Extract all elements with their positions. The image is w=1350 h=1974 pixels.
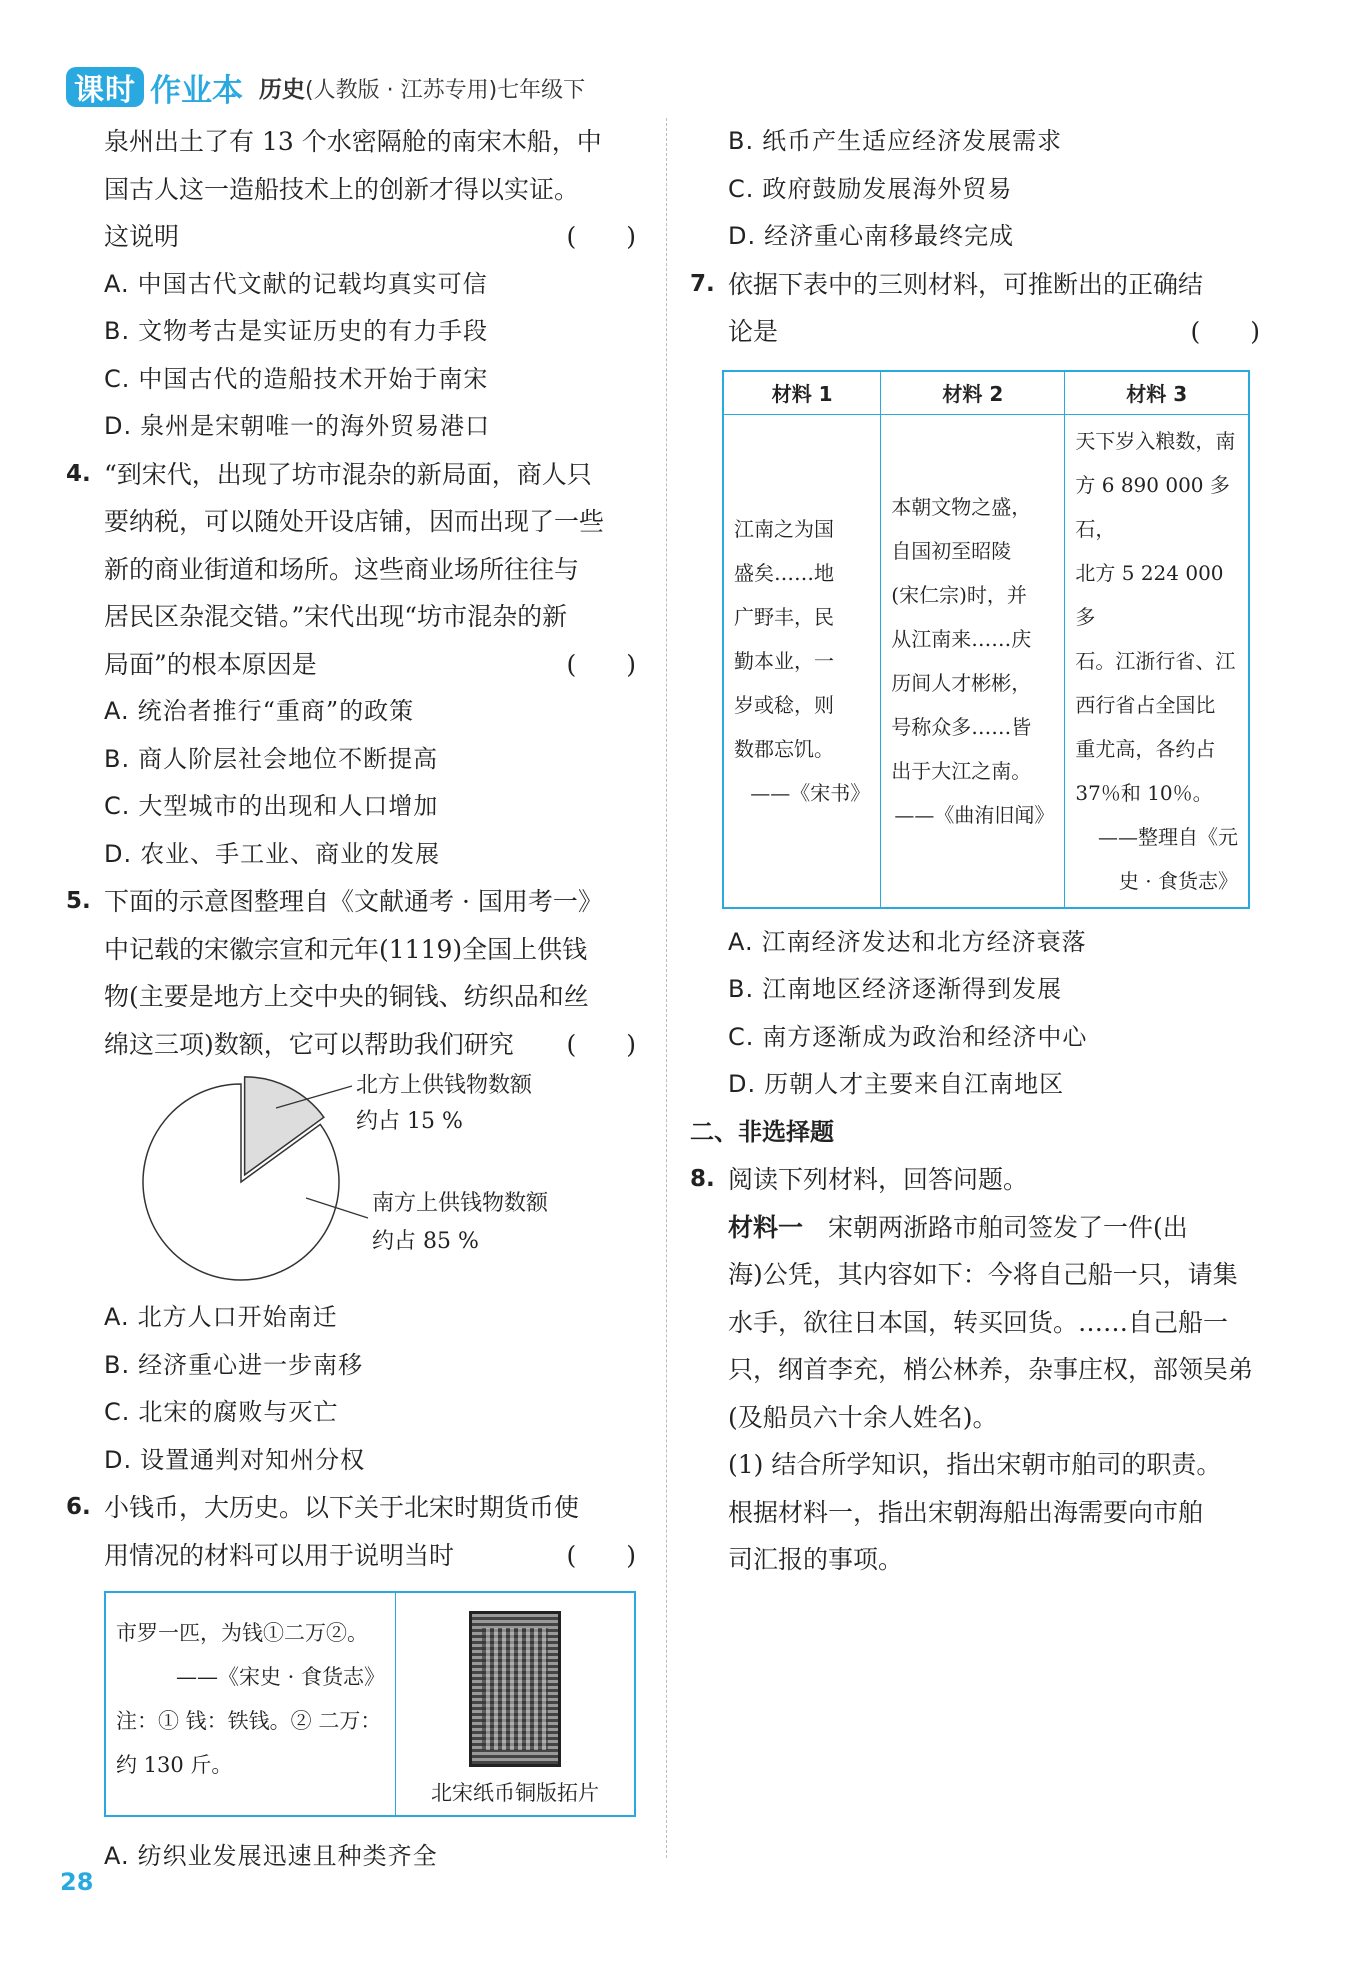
q4-line-4: 居民区杂混交错。”宋代出现“坊市混杂的新: [104, 602, 568, 631]
option-text: 江南地区经济逐渐得到发展: [762, 975, 1063, 1003]
q5-line-2: 中记载的宋徽宗宣和元年(1119)全国上供钱: [104, 934, 588, 964]
q8-material-line-1: [690, 1204, 1268, 1252]
logo-text: 作业本: [150, 72, 243, 109]
option-letter: C.: [728, 1022, 755, 1051]
option-letter: D.: [104, 839, 133, 868]
pie-label-north-1: 北方上供钱物数额: [356, 1073, 533, 1098]
q5-answer-paren: ( ): [566, 1029, 636, 1059]
option-text: 北方人口开始南迁: [137, 1303, 338, 1331]
cell-line: 37％和 10％。: [1075, 780, 1213, 805]
option-letter: A.: [104, 1842, 130, 1870]
q7-option-c[interactable]: [690, 1014, 1268, 1062]
option-letter: D.: [728, 222, 757, 250]
option-text: 农业、手工业、商业的发展: [140, 839, 441, 868]
q6-line-1: [66, 1484, 644, 1532]
question-5: [66, 878, 644, 1484]
table-cell-material-2: [881, 414, 1065, 908]
q5-option-d[interactable]: [66, 1437, 644, 1485]
q3-option-b[interactable]: [66, 308, 644, 356]
option-text: 纺织业发展迅速且种类齐全: [137, 1842, 438, 1870]
cell-line: (宋仁宗)时，并: [891, 582, 1027, 607]
option-letter: B.: [104, 744, 131, 773]
option-text: 中国古代文献的记载均真实可信: [137, 269, 488, 298]
q6-box-text: [106, 1593, 396, 1815]
option-text: 经济重心南移最终完成: [764, 222, 1015, 250]
cell-line: 天下岁入粮数，南: [1075, 428, 1236, 453]
q5-line-4-text: 绵这三项)数额，它可以帮助我们研究: [104, 1029, 514, 1059]
q5-line-4: [66, 1021, 644, 1069]
option-letter: B.: [728, 127, 755, 155]
banknote-rubbing-image: [469, 1611, 561, 1767]
option-letter: C.: [104, 792, 131, 820]
table-header-2: 材料 2: [881, 371, 1065, 415]
q6-box-line-2: ——《宋史 · 食货志》: [175, 1665, 385, 1689]
table-header-1: 材料 1: [723, 371, 881, 415]
q5-line-3: 物(主要是地方上交中央的铜钱、纺织品和丝: [104, 982, 589, 1011]
q3-option-d[interactable]: [66, 403, 644, 451]
table-header-row: [723, 371, 1249, 415]
q4-option-d[interactable]: [66, 831, 644, 879]
right-column: [690, 118, 1268, 1584]
cell-line: 盛矣……地: [734, 560, 834, 585]
q8-number: 8.: [690, 1166, 715, 1192]
cell-line: 自国初至昭陵: [891, 538, 1012, 563]
cell-line: 北方 5 224 000 多: [1075, 560, 1224, 629]
q8-material-line-5: (及船员六十余人姓名)。: [728, 1402, 998, 1432]
q8-sub-line-2: 根据材料一，指出宋朝海船出海需要向市舶: [728, 1497, 1204, 1527]
question-6: [66, 1484, 644, 1881]
q6-option-c[interactable]: [690, 166, 1268, 214]
question-8: [690, 1156, 1268, 1584]
subject-label: [259, 71, 585, 104]
option-letter: C.: [728, 174, 755, 203]
cell-line: 数郡忘饥。: [734, 736, 834, 761]
q3-option-c[interactable]: [66, 356, 644, 404]
option-letter: A.: [104, 269, 130, 298]
q6-option-d[interactable]: [690, 213, 1268, 261]
cell-line: 石。江浙行省、江: [1075, 648, 1236, 673]
section-heading: 二、非选择题: [690, 1117, 834, 1146]
option-letter: D.: [728, 1070, 757, 1098]
table-row: [723, 414, 1249, 908]
q8-material-line-4: 只，纲首李充，梢公林养，杂事庄权，部领吴弟: [728, 1355, 1254, 1384]
q3-line-2: 国古人这一造船技术上的创新才得以实证。: [104, 174, 580, 204]
q8-intro-text: 阅读下列材料，回答问题。: [728, 1165, 1029, 1194]
q7-option-d[interactable]: [690, 1061, 1268, 1109]
q6-box-line-3: 注：① 钱：铁钱。② 二万：: [116, 1709, 382, 1733]
question-3: [66, 118, 644, 451]
cell-line: 勤本业，一: [734, 648, 834, 673]
page-header: [66, 66, 585, 108]
cell-line: 历间人才彬彬，: [891, 670, 1032, 695]
q4-line-5: [66, 641, 644, 689]
q7-line-2-text: 论是: [728, 317, 779, 346]
material-first-text: 宋朝两浙路市舶司签发了一件(出: [803, 1212, 1188, 1242]
option-text: 江南经济发达和北方经济衰落: [761, 927, 1087, 956]
q8-sub-line-3: 司汇报的事项。: [728, 1545, 904, 1574]
option-text: 历朝人才主要来自江南地区: [764, 1070, 1065, 1098]
q7-number: 7.: [690, 270, 715, 297]
q4-line-1: [66, 451, 644, 499]
q6-answer-paren: ( ): [566, 1540, 636, 1570]
table-header-3: 材料 3: [1065, 371, 1249, 415]
option-letter: B.: [728, 975, 755, 1003]
q4-number: 4.: [66, 460, 91, 487]
q4-line-3: 新的商业街道和场所。这些商业场所往往与: [104, 554, 580, 584]
cell-line: 广野丰，民: [734, 604, 834, 629]
question-7: [690, 261, 1268, 1109]
option-text: 统治者推行“重商”的政策: [137, 697, 415, 725]
q4-option-a[interactable]: [66, 688, 644, 736]
q4-option-c[interactable]: [66, 783, 644, 831]
q6-option-a[interactable]: [66, 1833, 644, 1881]
q7-line-1: [690, 261, 1268, 309]
option-text: 文物考古是实证历史的有力手段: [138, 317, 489, 345]
option-letter: B.: [104, 1350, 131, 1379]
q4-line-5-text: 局面”的根本原因是: [104, 649, 317, 679]
q5-option-b[interactable]: [66, 1342, 644, 1390]
q5-number: 5.: [66, 888, 91, 914]
pie-label-south-1: 南方上供钱物数额: [372, 1191, 549, 1216]
q5-option-c[interactable]: [66, 1389, 644, 1437]
q4-line-1-text: “到宋代，出现了坊市混杂的新局面，商人只: [104, 459, 592, 489]
cell-line: 西行省占全国比: [1075, 692, 1216, 717]
q4-option-b[interactable]: [66, 736, 644, 784]
option-text: 南方逐渐成为政治和经济中心: [762, 1022, 1088, 1051]
pie-chart: [66, 1068, 644, 1294]
option-letter: B.: [104, 317, 131, 345]
q6-box-image: [396, 1593, 634, 1815]
column-divider: [666, 118, 667, 1858]
option-letter: C.: [104, 364, 131, 393]
cell-line: 从江南来……庆: [891, 626, 1032, 651]
q6-line-1-text: 小钱币，大历史。以下关于北宋时期货币使: [104, 1493, 580, 1522]
q8-intro: [690, 1156, 1268, 1204]
option-letter: D.: [104, 412, 133, 440]
q5-line-1: [66, 878, 644, 926]
option-text: 设置通判对知州分权: [140, 1445, 366, 1474]
q7-line-1-text: 依据下表中的三则材料，可推断出的正确结: [728, 269, 1204, 299]
q3-option-a[interactable]: [66, 261, 644, 309]
option-text: 商人阶层社会地位不断提高: [138, 744, 439, 773]
option-text: 纸币产生适应经济发展需求: [762, 127, 1063, 155]
option-text: 政府鼓励发展海外贸易: [762, 174, 1013, 203]
q6-line-2: [66, 1532, 644, 1580]
cell-line: 本朝文物之盛，: [891, 494, 1032, 519]
q7-option-b[interactable]: [690, 966, 1268, 1014]
q6-material-box: [104, 1591, 636, 1817]
option-text: 泉州是宋朝唯一的海外贸易港口: [140, 412, 491, 440]
q3-line-1: 泉州出土了有 13 个水密隔舱的南宋木船，中: [104, 127, 602, 156]
rubbing-caption: 北宋纸币铜版拓片: [431, 1781, 599, 1805]
cell-line: 方 6 890 000 多石，: [1075, 472, 1230, 541]
option-text: 中国古代的造船技术开始于南宋: [138, 364, 489, 393]
table-cell-material-3: [1065, 414, 1249, 908]
option-text: 北宋的腐败与灭亡: [138, 1398, 339, 1426]
cell-source: ——《曲洧旧闻》: [894, 802, 1055, 827]
q7-line-2: [690, 308, 1268, 356]
cell-source: ——《宋书》: [750, 780, 871, 805]
table-cell-material-1: [723, 414, 881, 908]
left-column: [66, 118, 644, 1881]
logo-badge: 课时: [66, 67, 144, 107]
option-text: 大型城市的出现和人口增加: [138, 792, 439, 820]
cell-line: 岁或稔，则: [734, 692, 834, 717]
cell-line: 号称众多……皆: [891, 714, 1032, 739]
q3-answer-paren: ( ): [566, 222, 636, 251]
cell-source: 史 · 食货志》: [1118, 868, 1238, 893]
q6-option-b[interactable]: [690, 118, 1268, 166]
q8-sub-line-1: (1) 结合所学知识，指出宋朝市舶司的职责。: [728, 1450, 1222, 1479]
option-text: 经济重心进一步南移: [138, 1350, 364, 1379]
cell-line: 重尤高，各约占: [1075, 736, 1216, 761]
option-letter: C.: [104, 1398, 131, 1426]
option-letter: A.: [728, 927, 754, 956]
material-title: 材料一: [728, 1212, 804, 1242]
pie-label-south-2: 约占 85 %: [372, 1229, 479, 1254]
q8-material-line-3: 水手，欲往日本国，转买回货。……自己船一: [728, 1307, 1229, 1337]
q6-box-line-1: 市罗一匹，为钱①二万②。: [116, 1621, 368, 1645]
option-letter: A.: [104, 697, 130, 725]
q7-answer-paren: ( ): [1190, 317, 1260, 346]
q6-number: 6.: [66, 1494, 91, 1520]
subject-rest: (人教版 · 江苏专用)七年级下: [305, 77, 586, 103]
question-4: [66, 451, 644, 879]
cell-line: 出于大江之南。: [891, 758, 1032, 783]
q5-option-a[interactable]: [66, 1294, 644, 1342]
subject-bold: 历史: [259, 76, 305, 103]
q5-line-1-text: 下面的示意图整理自《文献通考 · 国用考一》: [104, 887, 603, 916]
option-letter: D.: [104, 1445, 133, 1474]
q7-material-table: [722, 370, 1250, 909]
q4-answer-paren: ( ): [566, 649, 636, 679]
q6-box-line-4: 约 130 斤。: [116, 1753, 233, 1777]
q3-line-3-text: 这说明: [104, 222, 180, 251]
cell-source: ——整理自《元: [1098, 824, 1238, 849]
pie-label-north-2: 约占 15 %: [356, 1109, 463, 1134]
option-letter: A.: [104, 1303, 130, 1331]
cell-line: 江南之为国: [734, 516, 834, 541]
q3-line-3: [66, 213, 644, 261]
page-number: 28: [60, 1868, 94, 1896]
q7-option-a[interactable]: [690, 919, 1268, 967]
q8-material-line-2: 海)公凭，其内容如下：今将自己船一只，请集: [728, 1260, 1238, 1289]
pie-svg: [66, 1068, 644, 1294]
q6-line-2-text: 用情况的材料可以用于说明当时: [104, 1540, 455, 1570]
q4-line-2: 要纳税，可以随处开设店铺，因而出现了一些: [104, 507, 605, 536]
